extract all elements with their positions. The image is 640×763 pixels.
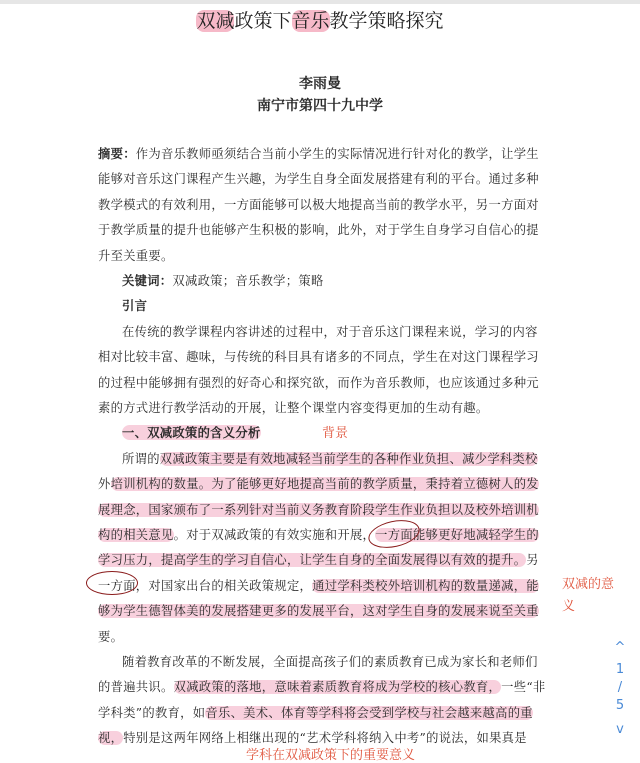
title-segment: 双减 [196, 10, 235, 32]
page-down-button[interactable]: v [616, 722, 624, 737]
text-segment: 外 [98, 477, 111, 491]
text-segment: 。对于双减政策的有效实施和开展， [173, 528, 376, 542]
highlighted-text: 通过学科类校外培训机构的数量递减，能 [312, 579, 539, 593]
highlighted-text: 双减政策主要是有效地减轻当前学生的各种作业负担、减少学科类校 [159, 452, 538, 466]
text-line [122, 451, 538, 467]
total-pages: 5 [615, 698, 625, 713]
document-title [0, 6, 640, 33]
text-segment: 摘要： [98, 146, 136, 161]
school-name: 南宁市第四十九中学 [257, 98, 383, 114]
text-line [98, 400, 489, 416]
text-line [98, 502, 539, 518]
highlighted-text: 展理念，国家颁布了一系列针对当前义务教育阶段学生作业负担以及校外培训机 [98, 503, 539, 517]
text-segment: 素的方式进行教学活动的开展，让整个课堂内容变得更加的生动有趣。 [98, 401, 489, 415]
annotation-meaning: 双减的意义 [562, 577, 615, 614]
author-name: 李雨曼 [299, 76, 341, 92]
text-segment: 双减政策；音乐教学；策略 [172, 274, 324, 288]
text-segment: 在传统的教学课程内容讲述的过程中，对于音乐这门课程来说，学习的内容 [122, 325, 538, 339]
text-line [98, 730, 527, 746]
text-segment: 一方面，对国家出台的相关政策规定， [98, 579, 313, 593]
highlighted-text: 构的相关意见 [98, 528, 174, 542]
page-up-button[interactable]: ^ [614, 640, 626, 655]
annotation-background: 背景 [322, 426, 349, 441]
text-segment: 升至关重要。 [98, 249, 174, 263]
text-line [98, 171, 539, 187]
text-segment: 另 [526, 553, 539, 567]
current-page: 1 [615, 662, 625, 677]
text-line [98, 248, 174, 264]
text-segment: 相对比较丰富、趣味，与传统的科目具有诸多的不同点，学生在对这门课程学习 [98, 350, 539, 364]
text-segment: 特别是这两年网络上相继出现的“艺术学科将纳入中考”的说法，如果真是 [123, 731, 527, 745]
highlighted-text: 培训机构的数量。为了能够更好地提高当前的教学质量，秉持着立德树人的发 [110, 477, 539, 491]
text-line [122, 654, 538, 670]
title-segment: 政策下 [234, 10, 292, 32]
text-line [98, 197, 539, 213]
text-segment: 能够对音乐这门课程产生兴趣，为学生自身全面发展搭建有利的平台。通过多种 [98, 172, 539, 186]
text-line [98, 349, 539, 365]
text-segment: 随着教育改革的不断发展，全面提高孩子们的素质教育已成为家长和老师们 [122, 655, 538, 669]
text-line [98, 527, 539, 543]
text-segment: 学科类”的教育，如 [98, 706, 206, 720]
text-segment: 于教学质量的提升也能够产生积极的影响，此外，对于学生自身学习自信心的提 [98, 223, 539, 237]
text-line [122, 273, 324, 289]
text-segment: 引言 [122, 298, 148, 313]
pen-circle-annotation [366, 516, 422, 552]
text-segment: 的普遍共识。 [98, 680, 174, 694]
text-segment: 要。 [98, 630, 124, 644]
text-line [98, 146, 539, 162]
text-line [98, 476, 539, 492]
annotation-importance: 学科在双减政策下的重要意义 [246, 748, 416, 763]
highlighted-text: 学习压力，提高学生的学习自信心，让学生自身的全面发展得以有效的提升。 [98, 553, 527, 567]
title-segment: 音乐 [291, 10, 330, 32]
text-line [122, 298, 147, 314]
text-line [98, 705, 533, 721]
title-segment: 教学策略探究 [329, 10, 444, 32]
text-line [122, 324, 538, 340]
highlighted-text: 一方面能够更好地减轻学生的 [375, 528, 539, 542]
text-line [98, 578, 539, 594]
top-bar [0, 0, 640, 4]
text-line [98, 603, 539, 619]
text-segment: 一些“非 [501, 680, 546, 694]
text-segment: 的过程中能够拥有强烈的好奇心和探究欲，而作为音乐教师，也应该通过多种元 [98, 376, 539, 390]
text-line [98, 552, 539, 568]
text-segment: 所谓的 [122, 452, 160, 466]
text-line [122, 425, 261, 441]
text-line [98, 375, 539, 391]
text-segment: 关键词： [122, 273, 173, 288]
text-line [98, 629, 123, 645]
text-line [98, 222, 539, 238]
pen-circle-annotation [86, 571, 138, 595]
highlighted-text: 视， [98, 731, 124, 745]
text-segment: 教学模式的有效利用，一方面能够可以极大地提高当前的教学水平，另一方面对 [98, 198, 539, 212]
highlighted-text: 够为学生德智体美的发展搭建更多的发展平台，这对学生自身的发展来说至关重 [98, 604, 539, 618]
text-segment: 作为音乐教师亟须结合当前小学生的实际情况进行针对化的教学，让学生 [135, 147, 539, 161]
highlighted-text: 一、双减政策的含义分析 [122, 425, 261, 440]
highlighted-text: 音乐、美术、体育等学科将会受到学校与社会越来越高的重 [205, 706, 533, 720]
highlighted-text: 双减政策的落地，意味着素质教育将成为学校的核心教育， [173, 680, 502, 694]
text-line [98, 679, 546, 695]
page-separator: / [617, 680, 623, 695]
